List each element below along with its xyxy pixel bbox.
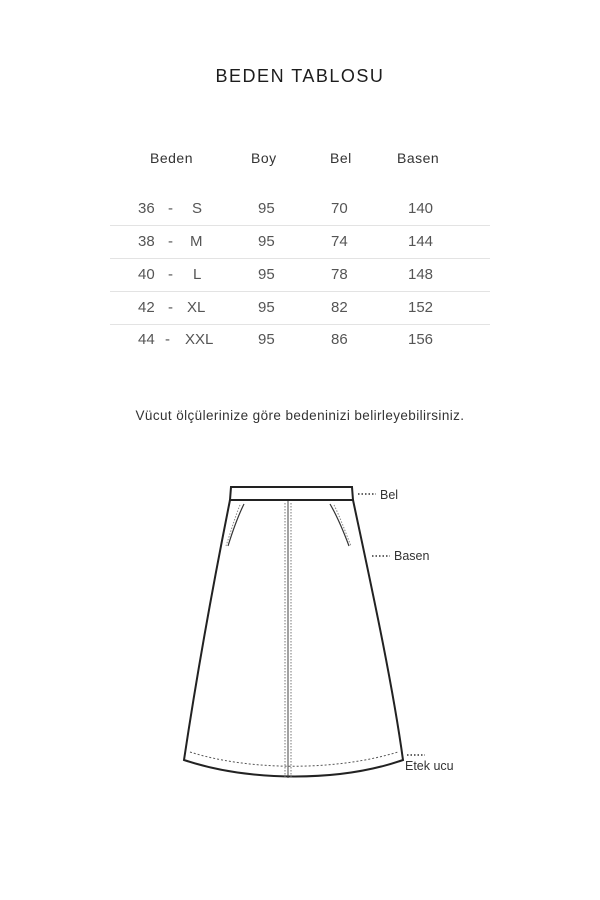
etek-ucu-label: Etek ucu	[405, 759, 454, 773]
size-number: 38	[138, 233, 155, 250]
size-number: 36	[138, 200, 155, 217]
table-row	[0, 324, 600, 356]
page-title: BEDEN TABLOSU	[215, 66, 385, 86]
size-letter: XXL	[185, 331, 214, 348]
size-letter: S	[192, 200, 203, 217]
boy-value: 95	[258, 266, 275, 283]
basen-label: Basen	[394, 549, 430, 563]
skirt-waistband	[230, 487, 353, 500]
table-row	[0, 259, 600, 291]
bel-value: 74	[331, 233, 348, 250]
table-row	[0, 193, 600, 225]
header-bel: Bel	[330, 150, 352, 166]
bel-value: 78	[331, 266, 348, 283]
size-dash: -	[168, 266, 173, 283]
skirt-diagram	[0, 470, 600, 800]
size-dash: -	[168, 200, 173, 217]
basen-value: 144	[408, 233, 434, 250]
header-beden: Beden	[150, 150, 193, 166]
basen-value: 148	[408, 266, 434, 283]
skirt-body	[184, 500, 403, 777]
size-number: 44	[138, 331, 155, 348]
table-row	[0, 226, 600, 258]
size-letter: M	[190, 233, 203, 250]
header-basen: Basen	[397, 150, 440, 166]
boy-value: 95	[258, 331, 275, 348]
bel-value: 82	[331, 299, 348, 316]
boy-value: 95	[258, 299, 275, 316]
size-dash: -	[165, 331, 170, 348]
header-boy: Boy	[251, 150, 277, 166]
bel-value: 86	[331, 331, 348, 348]
basen-value: 156	[408, 331, 434, 348]
table-row	[0, 292, 600, 324]
size-dash: -	[168, 233, 173, 250]
size-letter: L	[193, 266, 202, 283]
size-dash: -	[168, 299, 173, 316]
size-number: 42	[138, 299, 155, 316]
boy-value: 95	[258, 200, 275, 217]
boy-value: 95	[258, 233, 275, 250]
bel-value: 70	[331, 200, 348, 217]
basen-value: 140	[408, 200, 434, 217]
measurement-note: Vücut ölçülerinize göre bedeninizi belirleyebilirsiniz.	[135, 408, 465, 423]
bel-label: Bel	[380, 488, 399, 502]
size-number: 40	[138, 266, 155, 283]
size-letter: XL	[187, 299, 206, 316]
basen-value: 152	[408, 299, 434, 316]
